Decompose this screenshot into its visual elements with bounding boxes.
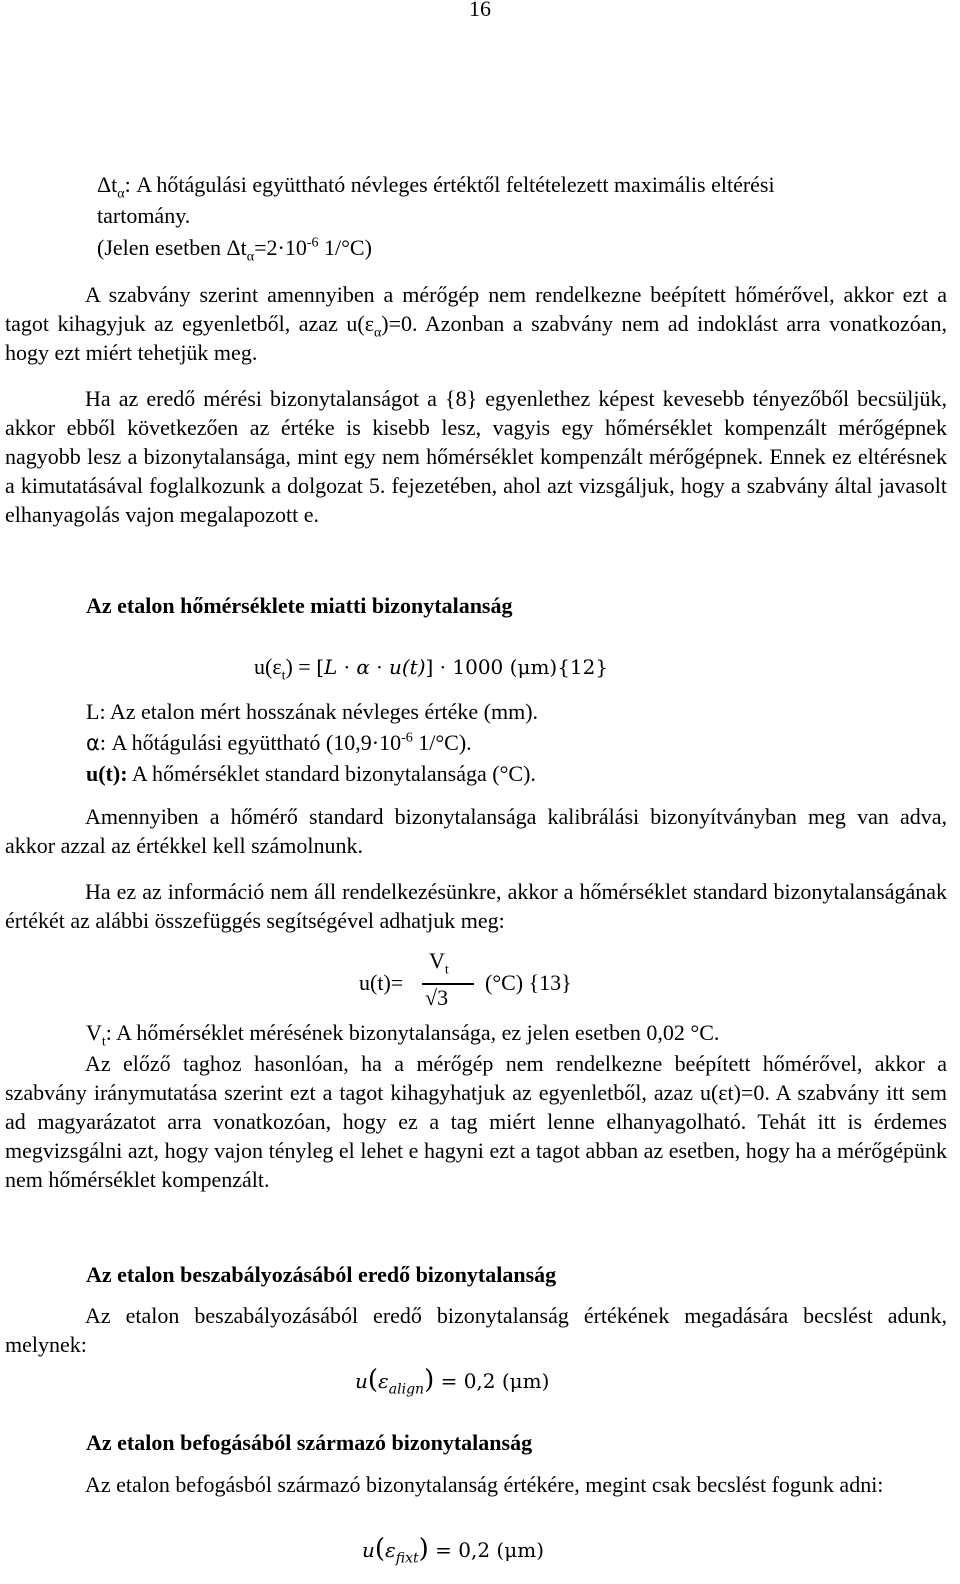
current-case-exponent: -6 <box>306 235 319 251</box>
eq-fixt-subscript: fixt <box>395 1550 419 1567</box>
delta-t-text: : A hőtágulási együttható névleges értéktől feltételezett maximális eltérési <box>124 172 775 197</box>
paragraph-previous-term: Az előző taghoz hasonlóan, ha a mérőgép nem rendelkezne beépített hőmérővel, akkor a szabvány iránymutatása szerint ezt a tagot kihagyhatjuk az egyenletből, azaz u(εt)=0. A szabvány itt sem ad magyarázatot arra vonatkozóan, hogy ez a tag miért lenne elhanyagolható. Tehát itt is érdemes megvizsgálni azt, hogy vajon tényleg el lehet e hagyni ezt a tagot abban az esetben, hogy ha a mérőgépünk nem hőmérséklet kompenzált. <box>5 1051 947 1192</box>
eq12-bracket-close: ] <box>425 655 434 679</box>
definition-L: L: Az etalon mért hosszának névleges értéke (mm). <box>86 699 539 724</box>
equation-fixt: $u(\varepsilon_{fixt}) = 0,2$ (μm) <box>362 1534 545 1567</box>
paragraph-no-information: Ha ez az információ nem áll rendelkezésünkre, akkor a hőmérséklet standard bizonytalanságának értékét az alábbi összefüggés segítségével adhatjuk meg: <box>5 879 947 933</box>
eq-fixt-rest: = 0,2 (μm) <box>428 1538 545 1562</box>
eq12-dot: · <box>337 655 357 679</box>
eq12-ut: u(t) <box>388 655 426 679</box>
eq12-dot: · <box>369 655 389 679</box>
equation-12 <box>254 652 954 682</box>
current-case-value: =2·10 <box>254 235 307 260</box>
definition-ut-symbol: u(t): <box>86 761 128 786</box>
definition-alpha-exponent: -6 <box>401 730 413 746</box>
heading-etalon-fixing: Az etalon befogásából származó bizonytalanság <box>86 1430 533 1455</box>
delta-t-definition <box>97 170 947 202</box>
eq12-lhs-end: ) = <box>285 654 317 679</box>
vt-symbol: V <box>86 1020 102 1045</box>
para1-text-b: )=0. Azonban a szabvány nem ad indoklást arra vonatkozóan, hogy ezt miért tehetjük meg. <box>5 311 947 365</box>
paragraph-calibration-certificate: Amennyiben a hőmérő standard bizonytalansága kalibrálási bizonyítványban meg van adva, akkor azzal az értékkel kell számolnunk. <box>5 804 947 858</box>
current-case-alpha: α <box>246 249 255 265</box>
paragraph-uncertainty-factors: Ha az eredő mérési bizonytalanságot a {8} egyenlethez képest kevesebb tényezőből becsüljük, akkor ebből következően az értéke is kisebb lesz, vagyis egy hőmérséklet kompenzált mérőgépnek nagyobb lesz a bizonytalansága, mint egy nem hőmérséklet kompenzált mérőgépnek. Ennek ez eltérésnek a kimutatásával foglalkozunk a dolgozat 5. fejezetében, ahol azt vizsgáljuk, hogy a szabvány által javasolt elhanyagolás vajon megalapozott e. <box>5 386 947 527</box>
definition-ut <box>86 759 960 788</box>
definition-ut-text: A hőmérséklet standard bizonytalansága (°C). <box>127 761 536 786</box>
definition-alpha-symbol: α <box>86 731 100 755</box>
eq12-alpha: α <box>356 655 370 679</box>
eq12-lhs-sub: t <box>281 668 286 684</box>
paragraph-fixing-estimate: Az etalon befogásból származó bizonytalanság értékére, megint csak becslést fogunk adni: <box>85 1472 884 1497</box>
eq13-num-sub: t <box>444 962 449 978</box>
eq13-denominator: √3 <box>425 985 449 1010</box>
heading-etalon-temperature: Az etalon hőmérséklete miatti bizonytalanság <box>86 593 513 618</box>
eq-align-rest: = 0,2 (μm) <box>434 1369 550 1393</box>
eq-fixt-epsilon: ε <box>385 1538 396 1562</box>
para1-sub: α <box>373 325 382 341</box>
paragraph-standard-thermometer <box>5 280 947 367</box>
delta-t-continuation: tartomány. <box>97 203 191 228</box>
current-case-unit: 1/°C) <box>318 235 372 260</box>
eq-align-epsilon: ε <box>378 1369 389 1393</box>
paragraph-alignment-estimate: Az etalon beszabályozásából eredő bizonytalanság értékének megadására becslést adunk, melynek: <box>5 1303 947 1357</box>
eq12-lhs: u(ε <box>254 654 282 679</box>
current-case-prefix: (Jelen esetben Δt <box>97 235 247 260</box>
heading-etalon-alignment: Az etalon beszabályozásából eredő bizonytalanság <box>86 1262 557 1287</box>
definition-alpha-text: : A hőtágulási együttható (10,9·10 <box>99 730 402 755</box>
vt-subscript: t <box>101 1034 106 1050</box>
eq-align-subscript: align <box>388 1381 425 1398</box>
vt-text: : A hőmérséklet mérésének bizonytalansága, ez jelen esetben 0,02 °C. <box>105 1020 720 1045</box>
eq13-rest: (°C) {13} <box>485 970 572 995</box>
definition-vt <box>86 1018 960 1050</box>
eq12-rest: · 1000 (μm){12} <box>433 655 609 679</box>
eq13-num-V: V <box>429 948 445 973</box>
delta-t-symbol: Δt <box>97 172 118 197</box>
eq13-lhs: u(t)= <box>359 970 404 995</box>
page-number: 16 <box>469 0 491 21</box>
eq12-L: L <box>324 655 338 679</box>
definition-alpha-unit: 1/°C). <box>412 730 472 755</box>
equation-13 <box>359 948 609 1020</box>
para1-text-a: A szabvány szerint amennyiben a mérőgép nem rendelkezne beépített hőmérővel, akkor ezt a tagot kihagyjuk az egyenletből, azaz u(ε <box>5 282 947 336</box>
eq-align-u: u <box>355 1369 368 1393</box>
alpha-subscript: α <box>117 186 125 202</box>
definition-alpha <box>86 728 960 758</box>
equation-align: $u(\varepsilon_{align}) = 0,2$ (μm) <box>355 1365 550 1398</box>
eq-fixt-u: u <box>362 1538 375 1562</box>
current-case-note <box>97 233 960 265</box>
eq12-bracket-open: [ <box>316 655 325 679</box>
eq13-numerator <box>429 948 449 978</box>
